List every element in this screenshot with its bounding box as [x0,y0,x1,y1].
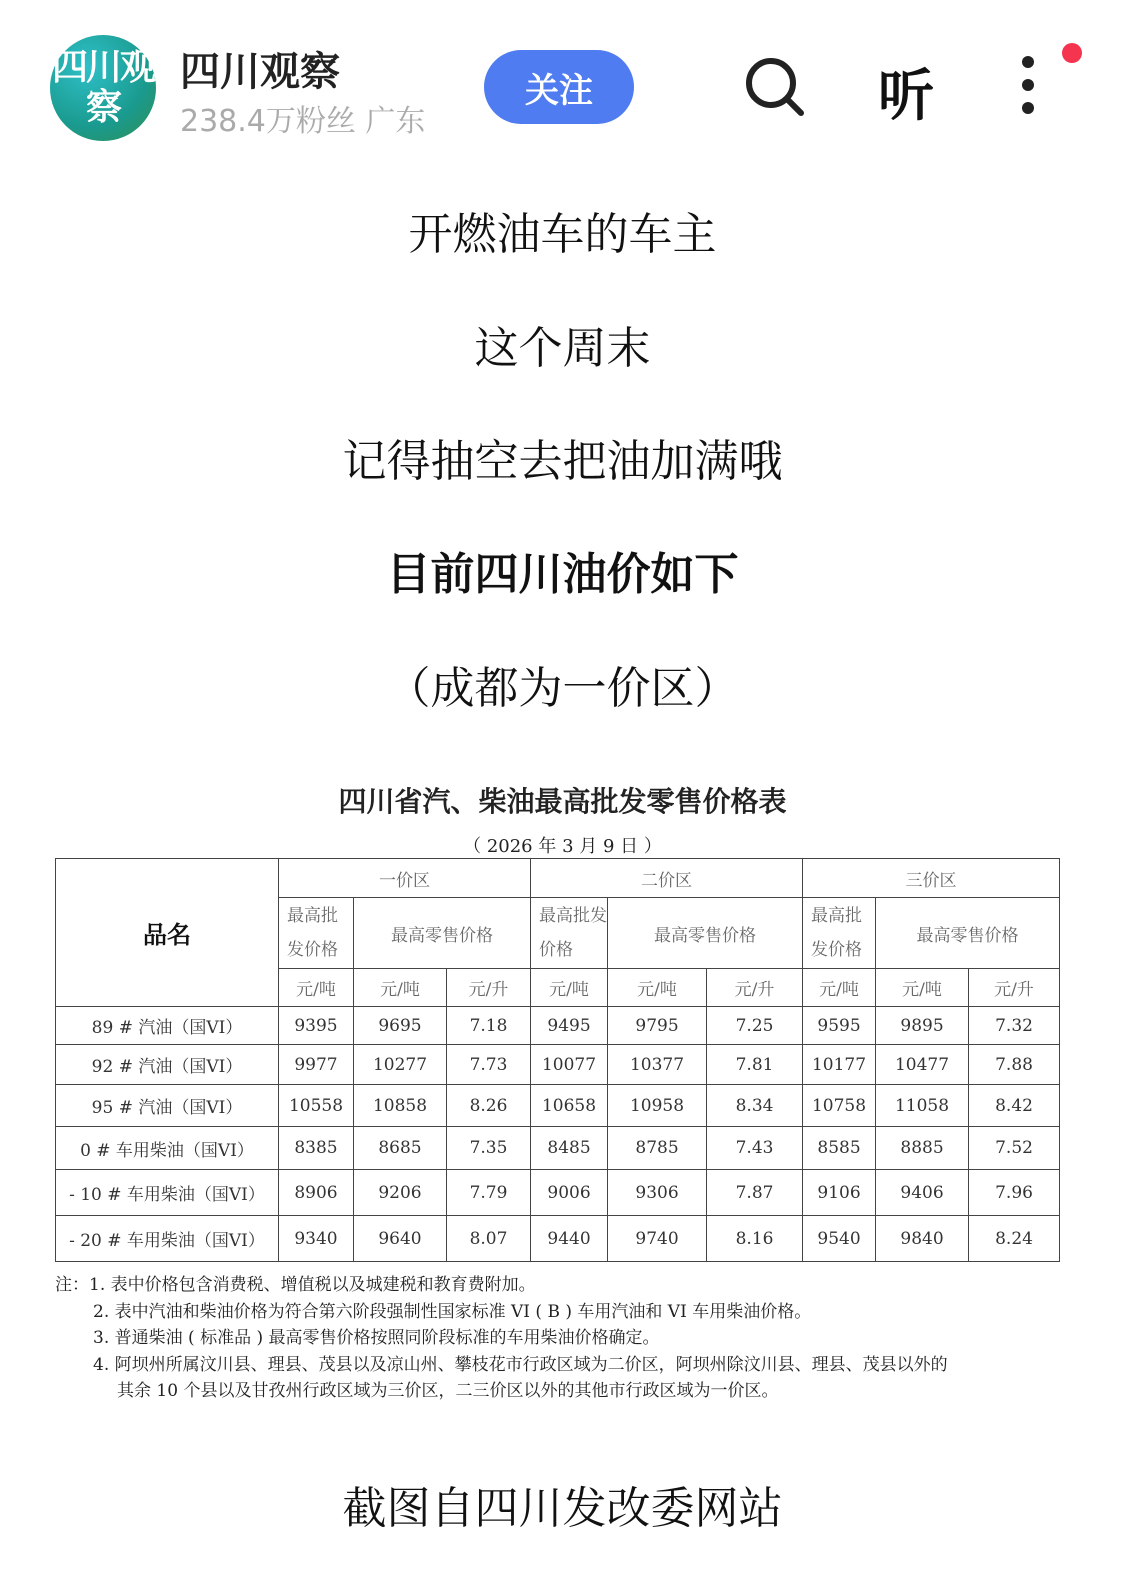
search-icon[interactable] [744,56,806,122]
table-row [56,1007,1060,1045]
price-cell: 7.81 [707,1045,803,1085]
price-cell: 9695 [354,1007,447,1045]
price-cell: 10077 [531,1045,608,1085]
unit-header: 元/吨 [279,969,354,1007]
price-cell: 10758 [803,1085,876,1127]
price-cell: 8.26 [447,1085,531,1127]
caption: 截图自四川发改委网站 [342,1483,783,1534]
zone-header: 一价区 [279,859,531,898]
zone-header: 二价区 [531,859,803,898]
price-cell: 7.35 [447,1127,531,1170]
wholesale-header: 最高批发价格 [279,898,354,969]
price-cell: 7.18 [447,1007,531,1045]
price-cell: 7.32 [969,1007,1060,1045]
note: 2. 表中汽油和柴油价格为符合第六阶段强制性国家标准 VI ( B ) 车用汽油和 VI 车用柴油价格。 [93,1301,812,1322]
unit-header: 元/升 [447,969,531,1007]
unit-header: 元/吨 [876,969,969,1007]
price-cell: 10277 [354,1045,447,1085]
price-cell: 8385 [279,1127,354,1170]
table-row [56,1170,1060,1216]
product-name: - 20 # 车用柴油（国VI） [56,1216,279,1262]
price-cell: 9406 [876,1170,969,1216]
price-cell: 10477 [876,1045,969,1085]
account-meta: 238.4万粉丝 广东 [180,104,426,139]
price-cell: 9340 [279,1216,354,1262]
price-cell: 7.52 [969,1127,1060,1170]
body-line: 开燃油车的车主 [408,209,717,260]
price-cell: 11058 [876,1085,969,1127]
price-cell: 7.87 [707,1170,803,1216]
price-cell: 7.43 [707,1127,803,1170]
price-cell: 8585 [803,1127,876,1170]
unit-header: 元/吨 [608,969,707,1007]
price-cell: 9206 [354,1170,447,1216]
price-cell: 10858 [354,1085,447,1127]
note: 3. 普通柴油 ( 标准品 ) 最高零售价格按照同阶段标准的车用柴油价格确定。 [93,1328,660,1348]
price-cell: 8.42 [969,1085,1060,1127]
price-cell: 9006 [531,1170,608,1216]
note: 其余 10 个县以及甘孜州行政区域为三价区，二三价区以外的其他市行政区域为一价区。 [117,1381,779,1401]
zone-header: 三价区 [803,859,1060,898]
retail-header: 最高零售价格 [608,898,803,969]
table-row [56,1216,1060,1262]
price-cell: 10658 [531,1085,608,1127]
unit-header: 元/吨 [354,969,447,1007]
product-name: - 10 # 车用柴油（国VI） [56,1170,279,1216]
table-row [56,1085,1060,1127]
table-row [56,1045,1060,1085]
follow-button[interactable]: 关注 [484,50,634,124]
unit-header: 元/吨 [531,969,608,1007]
price-cell: 9740 [608,1216,707,1262]
price-cell: 8785 [608,1127,707,1170]
retail-header: 最高零售价格 [354,898,531,969]
price-cell: 7.79 [447,1170,531,1216]
account-avatar[interactable]: 四川观察 [50,35,156,141]
body-line: 目前四川油价如下 [386,549,739,600]
listen-button[interactable]: 听 [878,64,934,129]
price-cell: 10958 [608,1085,707,1127]
price-cell: 9795 [608,1007,707,1045]
retail-header: 最高零售价格 [876,898,1060,969]
wholesale-header: 最高批发价格 [803,898,876,969]
price-cell: 10558 [279,1085,354,1127]
price-cell: 9395 [279,1007,354,1045]
price-cell: 8.07 [447,1216,531,1262]
body-line: 记得抽空去把油加满哦 [342,436,783,487]
notification-dot [1062,43,1082,63]
price-cell: 9440 [531,1216,608,1262]
account-name[interactable]: 四川观察 [180,49,340,95]
table-title: 四川省汽、柴油最高批发零售价格表 [338,785,787,818]
table-row [56,1127,1060,1170]
note: 4. 阿坝州所属汶川县、理县、茂县以及凉山州、攀枝花市行政区域为二价区，阿坝州除汶川县、理县、茂县以外的 [93,1354,948,1375]
price-cell: 8.24 [969,1216,1060,1262]
more-icon[interactable] [1018,56,1038,125]
body-line: （成都为一价区） [386,663,739,714]
unit-header: 元/升 [707,969,803,1007]
price-cell: 9840 [876,1216,969,1262]
table-notes [55,1272,948,1405]
price-cell: 8.34 [707,1085,803,1127]
price-cell: 7.25 [707,1007,803,1045]
price-cell: 8.16 [707,1216,803,1262]
unit-header: 元/吨 [803,969,876,1007]
price-cell: 9540 [803,1216,876,1262]
product-name: 89 # 汽油（国VI） [56,1007,279,1045]
price-cell: 9595 [803,1007,876,1045]
product-name: 0 # 车用柴油（国VI） [56,1127,279,1170]
price-cell: 10177 [803,1045,876,1085]
body-line: 这个周末 [474,323,651,374]
price-cell: 8906 [279,1170,354,1216]
price-cell: 9306 [608,1170,707,1216]
price-cell: 9495 [531,1007,608,1045]
unit-header: 元/升 [969,969,1060,1007]
price-cell: 7.88 [969,1045,1060,1085]
price-cell: 7.73 [447,1045,531,1085]
product-name: 95 # 汽油（国VI） [56,1085,279,1127]
price-cell: 10377 [608,1045,707,1085]
product-name: 92 # 汽油（国VI） [56,1045,279,1085]
wholesale-header: 最高批发价格 [531,898,608,969]
price-cell: 9895 [876,1007,969,1045]
price-cell: 7.96 [969,1170,1060,1216]
price-cell: 8485 [531,1127,608,1170]
price-cell: 9977 [279,1045,354,1085]
price-cell: 9640 [354,1216,447,1262]
header-name: 品名 [56,859,279,1007]
price-table [55,858,1060,1262]
note: 注：1. 表中价格包含消费税、增值税以及城建税和教育费附加。 [55,1275,536,1295]
price-cell: 8685 [354,1127,447,1170]
price-cell: 9106 [803,1170,876,1216]
price-cell: 8885 [876,1127,969,1170]
table-date: （ 2026 年 3 月 9 日 ） [463,836,662,857]
